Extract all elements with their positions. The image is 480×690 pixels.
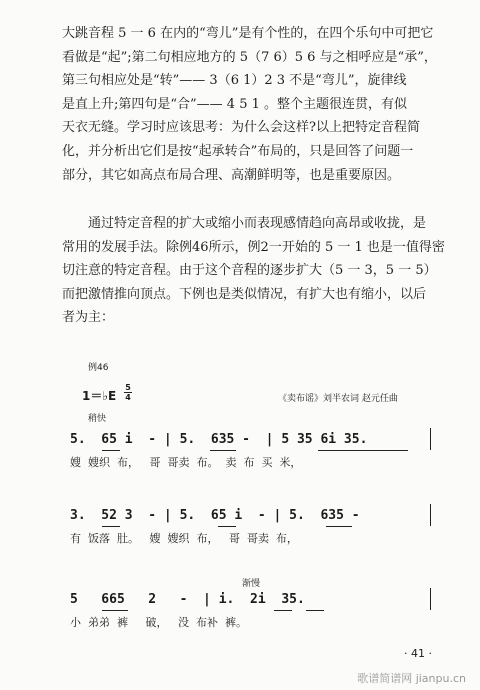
paragraph-2	[62, 212, 450, 330]
lyrics: 小 弟弟 裤 破， 没 布补 裤。	[70, 616, 247, 629]
text-line: 切注意的特定音程。由于这个音程的逐步扩大（5 一 3，5 一 5）	[62, 263, 437, 279]
text-line: 天衣无缝。学习时应该思考：为什么会这样?以上把特定音程简	[62, 120, 420, 136]
example-label: 例46	[88, 363, 109, 373]
time-signature	[124, 383, 132, 402]
key-signature: 1＝♭E	[82, 389, 117, 403]
tempo-marking-2: 渐慢	[242, 579, 261, 589]
beam	[318, 450, 408, 451]
watermark: 歌谱简谱网 jianpu.cn	[357, 672, 466, 685]
score-line-2	[70, 508, 442, 568]
score-line-3	[70, 592, 442, 652]
text-line: 者为主：	[62, 310, 115, 326]
beam	[102, 450, 120, 451]
text-line: 看做是“起”;第二句相应地方的 5（7 6）5 6 与之相呼应是“承”，	[62, 49, 437, 65]
lyrics: 嫂 嫂织 布， 哥 哥卖 布。 卖 布 买 米，	[70, 456, 302, 469]
lyrics: 有 饭落 肚。 嫂 嫂织 布， 哥 哥卖 布，	[70, 532, 298, 545]
text-line: 而把激情推向顶点。下例也是类似情况，有扩大也有缩小，以后	[62, 286, 427, 302]
page-number: · 41 ·	[404, 647, 432, 660]
beam	[326, 526, 352, 527]
beam	[102, 526, 120, 527]
beam	[274, 610, 292, 611]
barline	[430, 504, 431, 526]
text-line: 通过特定音程的扩大或缩小而表现感情趋向高昂或收拢，是	[88, 216, 427, 231]
notes: 5. 65 i - | 5. 635 - | 5 35 6i 35.	[70, 432, 368, 447]
text-line: 化，并分析出它们是按“起承转合”布局的，只是回答了问题一	[62, 143, 414, 159]
time-top: 5	[125, 383, 131, 392]
notes: 5 665 2 - | i. 2i 35.	[70, 592, 305, 607]
text-line: 第三句相应处是“转”—— 3（6 1）2 3 不是“弯儿”，旋律线	[62, 73, 407, 89]
beam	[102, 610, 128, 611]
source-credit: 《卖布谣》刘半农词 赵元任曲	[278, 394, 398, 404]
beam	[218, 526, 236, 527]
text-line: 部分，其它如高点布局合理、高潮鲜明等，也是重要原因。	[62, 167, 401, 183]
tempo-marking: 稍快	[88, 414, 107, 424]
text-line: 常用的发展手法。除例46所示，例2一开始的 5 一 1 也是一值得密	[62, 239, 445, 255]
beam	[210, 450, 236, 451]
text-line: 是直上升;第四句是“合”—— 4 5 1 。整个主题很连贯，有似	[62, 96, 408, 112]
paragraph-1	[62, 22, 450, 187]
notes: 3. 52 3 - | 5. 65 i - | 5. 635 -	[70, 508, 360, 523]
score-line-1	[70, 432, 442, 492]
beam	[306, 610, 324, 611]
barline	[430, 428, 431, 450]
text-line: 大跳音程 5 一 6 在内的“弯儿”是有个性的，在四个乐句中可把它	[62, 26, 434, 41]
barline	[430, 588, 431, 610]
time-bottom: 4	[125, 393, 131, 402]
